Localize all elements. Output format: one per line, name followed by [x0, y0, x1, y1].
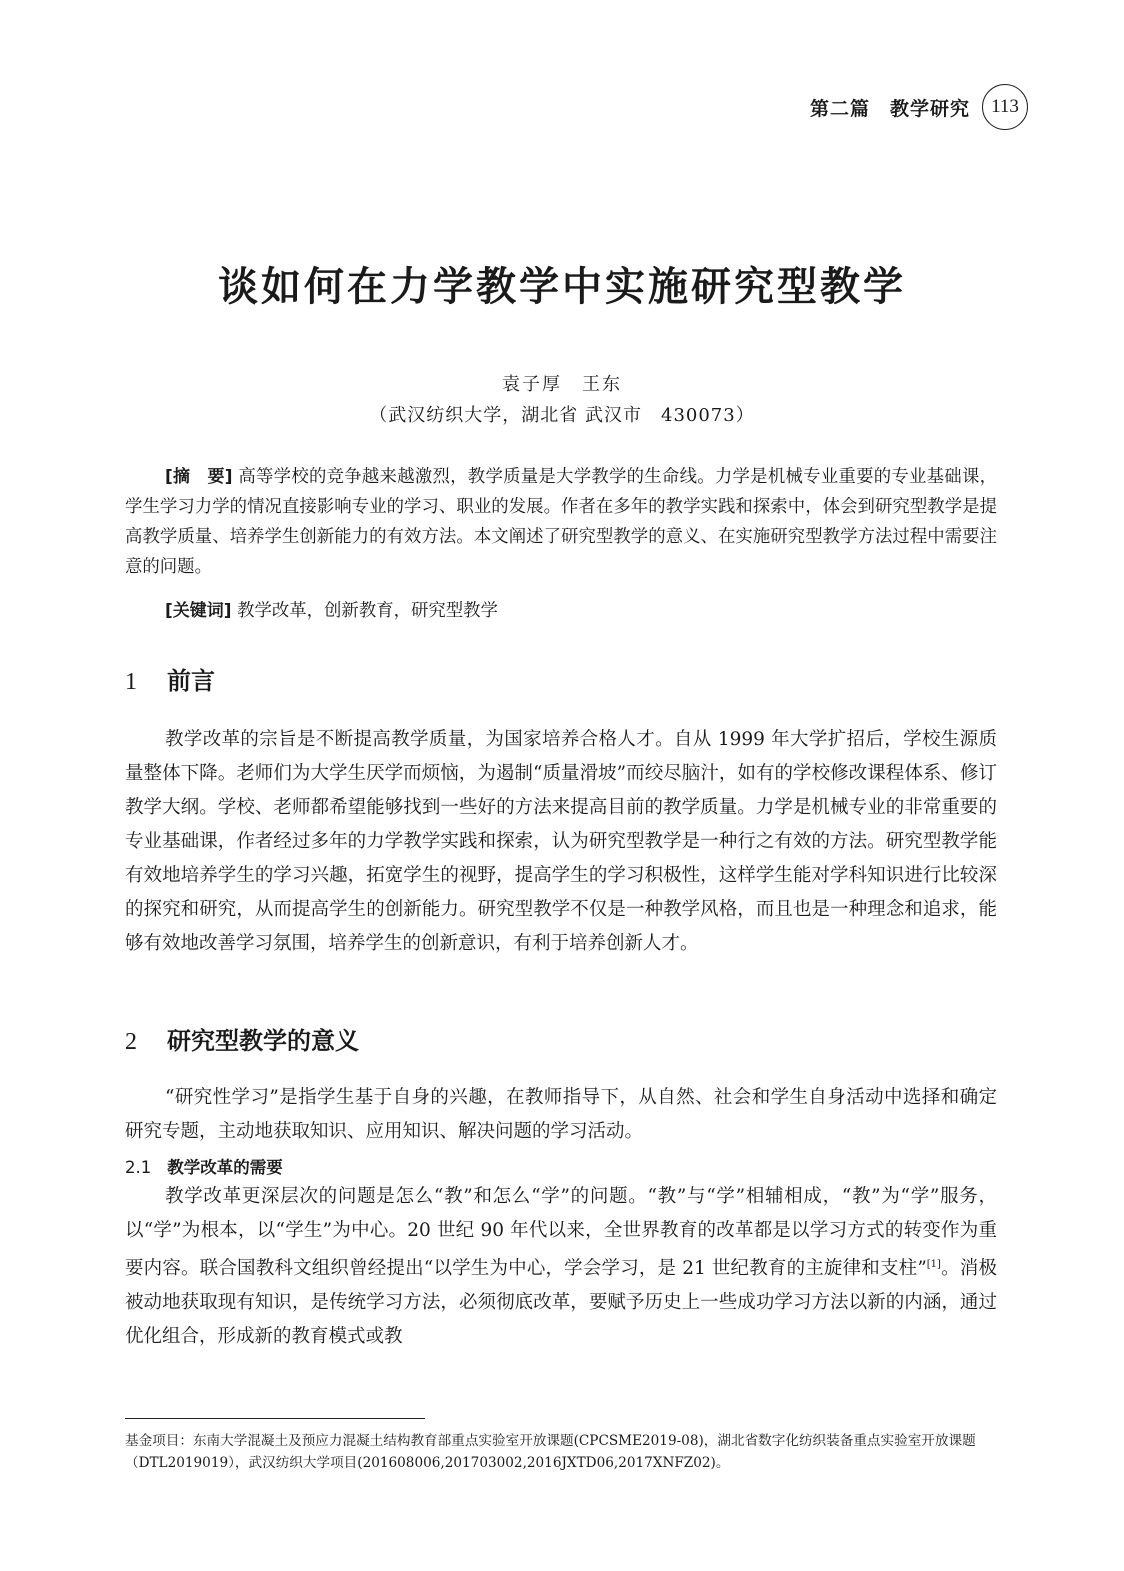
keywords [165, 596, 498, 626]
paper-title: 谈如何在力学教学中实施研究型教学 [218, 264, 906, 310]
citation-ref: [1] [926, 1259, 941, 1270]
subsection-title: 教学改革的需要 [167, 1158, 283, 1177]
affiliation: （武汉纺织大学，湖北省 武汉市 430073） [369, 405, 755, 426]
abstract-text: 高等学校的竞争越来越激烈，教学质量是大学教学的生命线。力学是机械专业重要的专业基础课，学生学习力学的情况直接影响专业的学习、职业的发展。作者在多年的教学实践和探索中，体会到研究型教学是提高教学质量、培养学生创新能力的有效方法。本文阐述了研究型教学的意义、在实施研究型教学方法过程中需要注意的问题。 [125, 467, 997, 577]
abstract-label: [摘 要] [165, 467, 233, 487]
section-heading-2 [125, 1021, 359, 1056]
footnote-rule [125, 1418, 425, 1419]
section-title: 研究型教学的意义 [167, 1027, 359, 1055]
section2-paragraph: “研究性学习”是指学生基于自身的兴趣，在教师指导下，从自然、社会和学生自身活动中选择和确定研究专题，主动地获取知识、应用知识、解决问题的学习活动。 [125, 1087, 997, 1142]
keywords-label: [关键词] [165, 601, 232, 621]
paragraph-text: 。消极被动地获取现有知识，是传统学习方法，必须彻底改革，要赋予历史上一些成功学习方法以新的内涵，通过优化组合，形成新的教育模式或教 [125, 1258, 997, 1348]
part-title: 第二篇 教学研究 [809, 97, 970, 120]
subsection21-paragraph [125, 1180, 997, 1354]
footnote: 基金项目：东南大学混凝土及预应力混凝土结构教育部重点实验室开放课题(CPCSME2019-08)，湖北省数字化纺织装备重点实验室开放课题（DTL2019019），武汉纺织大学项目(201608006,201703002,2016JXTD06,2017XNFZ02)。 [125, 1433, 976, 1471]
section-heading-1 [125, 661, 215, 696]
running-header [810, 84, 1028, 130]
section-number: 2 [125, 1029, 137, 1055]
authors: 袁子厚 王东 [502, 374, 622, 395]
keywords-text: 教学改革，创新教育，研究型教学 [237, 601, 498, 621]
paragraph-text: 教学改革更深层次的问题是怎么“教”和怎么“学”的问题。“教”与“学”相辅相成，“教”为“学”服务，以“学”为根本，以“学生”为中心。20 世纪 90 年代以来，全世界教育的改革都是以学习方式的转变作为重要内容。联合国教科文组织曾经提出“以学生为中心，学会学习，是 21 世纪教育的主旋律和支柱” [125, 1186, 997, 1280]
section-number: 1 [125, 669, 137, 695]
abstract [125, 462, 997, 582]
subsection-number: 2.1 [125, 1158, 152, 1177]
page-number: 113 [982, 84, 1028, 130]
subsection-heading-2-1 [125, 1154, 283, 1178]
section1-paragraph: 教学改革的宗旨是不断提高教学质量，为国家培养合格人才。自从 1999 年大学扩招后，学校生源质量整体下降。老师们为大学生厌学而烦恼，为遏制“质量滑坡”而绞尽脑汁，如有的学校修改课程体系、修订教学大纲。学校、老师都希望能够找到一些好的方法来提高目前的教学质量。力学是机械专业的非常重要的专业基础课，作者经过多年的力学教学实践和探索，认为研究型教学是一种行之有效的方法。研究型教学能有效地培养学生的学习兴趣，拓宽学生的视野，提高学生的学习积极性，这样学生能对学科知识进行比较深的探究和研究，从而提高学生的创新能力。研究型教学不仅是一种教学风格，而且也是一种理念和追求，能够有效地改善学习氛围，培养学生的创新意识，有利于培养创新人才。 [125, 729, 997, 954]
section-title: 前言 [167, 667, 215, 695]
